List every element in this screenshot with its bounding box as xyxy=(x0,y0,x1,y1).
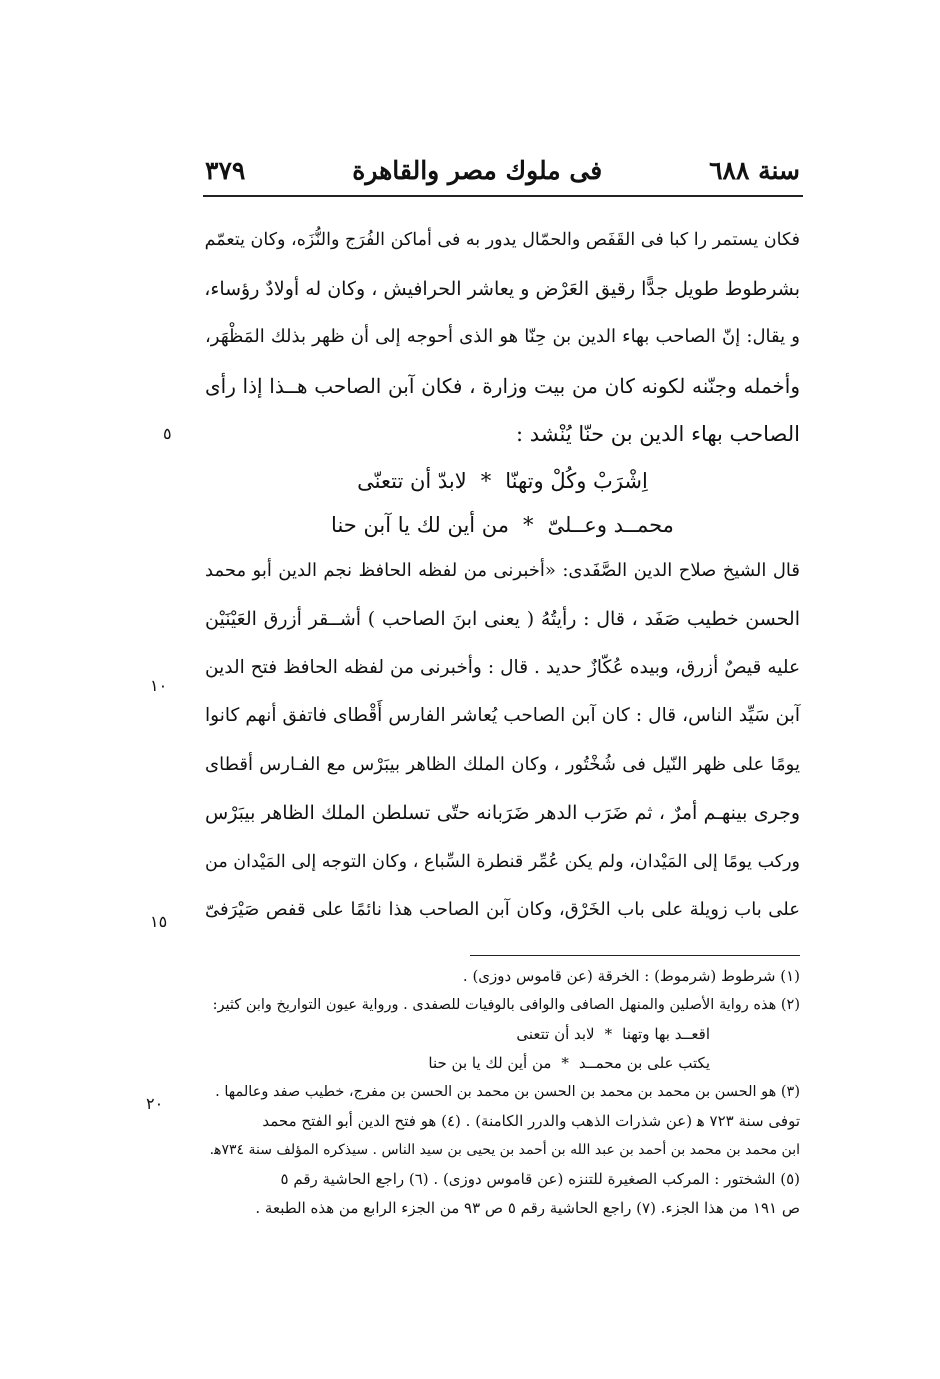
text-line: بشرطوط طويل جدًّا رقيق العَرْض و يعاشر الحرافيش ، وكان له أولادٌ رؤساء، xyxy=(204,277,800,300)
text-line: قال الشيخ صلاح الدين الصَّفَدى: «أخبرنى من لفظه الحافظ نجم الدين أبو محمد xyxy=(205,559,800,581)
text-line: وركب يومًا إلى المَيْدان، ولم يكن عُمِّر قنطرة السِّباع ، وكان التوجه إلى المَيْدان من xyxy=(205,851,800,872)
page-header xyxy=(205,150,800,190)
header-rule xyxy=(203,195,803,197)
footnote-verse xyxy=(205,1020,800,1049)
verse-line xyxy=(205,459,800,503)
verse-hemistich: من أين لك يا آبن حنا xyxy=(331,512,510,537)
text-line: و يقال: إنّ الصاحب بهاء الدين بن حِنّا هو الذى أحوجه إلى أن ظهر بذلك المَظْهَر، xyxy=(205,326,800,347)
verse-hemistich: محمــد وعــلىّ xyxy=(547,512,674,537)
verse-separator: * xyxy=(480,468,492,493)
text-line: الحسن خطيب صَفَد ، قال : رأيتُهُ ( يعنى ابنَ الصاحب ) أشــقر أزرق العَيْنَيْن xyxy=(205,608,800,630)
footnote-line: ابن محمد بن محمد بن أحمد بن عبد الله بن أحمد بن يحيى بن سيد الناس . سيذكره المؤلف سنة ٧٣٤ﻫ. xyxy=(209,1142,800,1158)
header-year: سنة ٦٨٨ xyxy=(709,155,800,185)
text-line: فكان يستمر را كبا فى القَفَص والحمّال يدور به فى أماكن الفُرَج والنُّزَه، وكان يتعمّم xyxy=(204,230,800,250)
text-line: يومًا على ظهر النّيل فى شُخْتُور ، وكان الملك الظاهر بيبَرْس مع الفـارس أقطاى xyxy=(205,753,800,775)
text-line: على باب زويلة على باب الخَرْق، وكان آبن الصاحب هذا نائمًا على قفص صَيْرَفىّ xyxy=(205,899,800,920)
verse-hemistich: يكتب على بن محمــد xyxy=(578,1054,710,1072)
main-text xyxy=(205,216,800,935)
verse-separator: * xyxy=(604,1025,613,1043)
verse-hemistich: اِشْرَبْ وكُلْ وتهنّا xyxy=(505,468,648,493)
footnotes xyxy=(205,962,800,1223)
verse-separator: * xyxy=(561,1054,569,1072)
footnote-verse xyxy=(205,1049,800,1078)
text-line: عليه قيصٌ أزرق، وبيده عُكّازٌ حديد . قال : وأخبرنى من لفظه الحافظ فتح الدين xyxy=(205,656,800,678)
verse-hemistich: اقعــد بها وتهنا xyxy=(622,1025,710,1043)
text-line: وجرى بينهـم أمرٌ ، ثم ضَرَب الدهر ضَرَبانه حتّى تسلطن الملك الظاهر بيبَرْس xyxy=(205,802,800,824)
footnote-line: ص ١٩١ من هذا الجزء. (٧) راجع الحاشية رقم ٥ ص ٩٣ من الجزء الرابع من هذه الطبعة . xyxy=(255,1199,800,1217)
text-line: وأخمله وجنّنه لكونه كان من بيت وزارة ، فكان آبن الصاحب هــذا إذا رأى xyxy=(205,373,800,398)
footnote-line: (٢) هذه رواية الأصلين والمنهل الصافى والوافى بالوفيات للصفدى . ورواية عيون التواريخ وابن كثير: xyxy=(212,997,800,1013)
footnote-line: (١) شرطوط (شرموط) : الخرقة (عن قاموس دوزى) . xyxy=(462,967,800,985)
line-number: ١٠ xyxy=(150,676,168,695)
header-page-number: ٣٧٩ xyxy=(205,155,246,185)
text-line: آبن سَيِّد الناس، قال : كان آبن الصاحب يُعاشر الفارس أَقْطاى فاتفق أنهم كانوا xyxy=(205,705,800,726)
header-title: فى ملوك مصر والقاهرة xyxy=(352,155,603,185)
verse-hemistich: لابد أن تتعنى xyxy=(516,1025,595,1043)
footnote-line: (٥) الشختور : المركب الصغيرة للتنزه (عن قاموس دوزى) . (٦) راجع الحاشية رقم ٥ xyxy=(280,1170,800,1188)
line-number: ١٥ xyxy=(150,912,168,931)
verse-hemistich: لابدّ أن تتعنّى xyxy=(357,468,467,493)
text-line: الصاحب بهاء الدين بن حنّا يُنْشد : xyxy=(516,422,800,446)
verse-hemistich: من أين لك يا بن حنا xyxy=(428,1054,552,1072)
line-number: ٢٠ xyxy=(146,1094,164,1113)
verse-separator: * xyxy=(523,512,534,537)
footnote-line: توفى سنة ٧٢٣ ﻫ (عن شذرات الذهب والدرر الكامنة) . (٤) هو فتح الدين أبو الفتح محمد xyxy=(262,1112,800,1130)
footnote-line: (٣) هو الحسن بن محمد بن محمد بن الحسن بن محمد بن الحسن بن مفرج، خطيب صفد وعالمها . xyxy=(215,1084,800,1100)
line-number: ٥ xyxy=(163,424,172,443)
footnote-rule xyxy=(470,955,800,956)
verse-line xyxy=(205,503,800,547)
